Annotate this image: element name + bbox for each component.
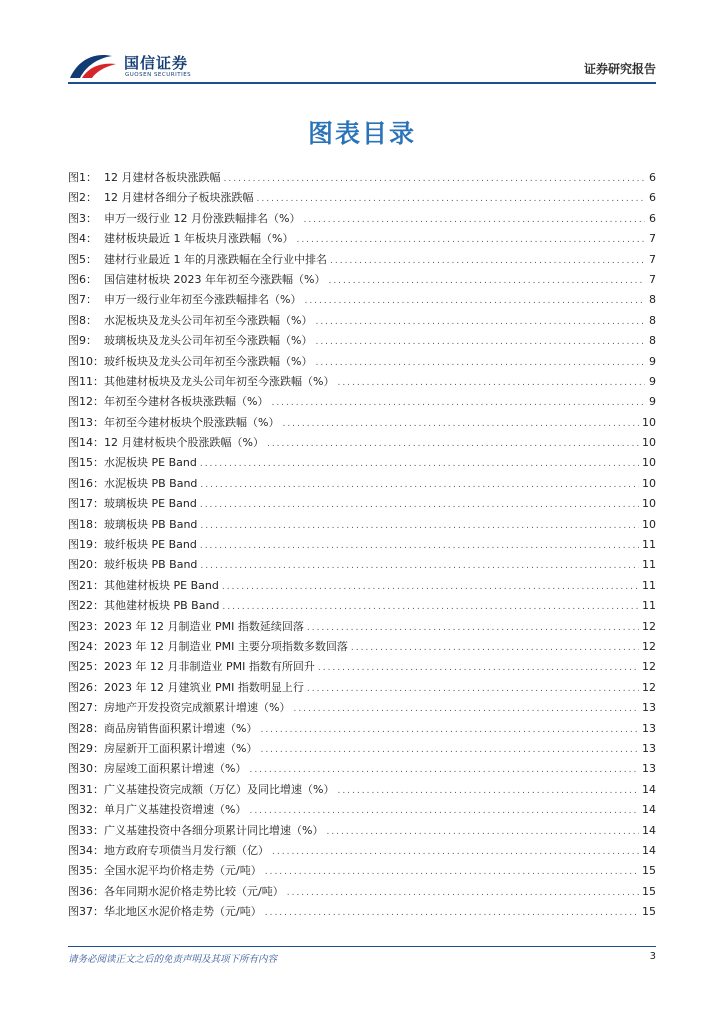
toc-entry-leader-dots bbox=[267, 434, 639, 454]
toc-entry-page: 13 bbox=[642, 762, 656, 776]
toc-entry-title: 广义基建投资中各细分项累计同比增速（%） bbox=[104, 823, 324, 837]
toc-entry-number: 图24： bbox=[68, 639, 104, 653]
toc-entry-title: 建材板块最近 1 年板块月涨跌幅（%） bbox=[104, 232, 294, 246]
toc-entry-leader-dots bbox=[326, 822, 639, 842]
toc-entry[interactable] bbox=[68, 902, 656, 922]
toc-entry-number: 图33： bbox=[68, 823, 104, 837]
toc-entry[interactable] bbox=[68, 596, 656, 616]
toc-entry[interactable] bbox=[68, 657, 656, 677]
toc-entry-page: 15 bbox=[642, 905, 656, 919]
toc-entry-title: 水泥板块 PE Band bbox=[104, 456, 197, 470]
toc-entry-page: 9 bbox=[649, 354, 656, 368]
toc-entry-leader-dots bbox=[271, 393, 645, 413]
toc-entry-title: 全国水泥平均价格走势（元/吨） bbox=[104, 864, 262, 878]
toc-entry-title: 申万一级行业年初至今涨跌幅排名（%） bbox=[104, 293, 302, 307]
toc-entry-page: 10 bbox=[642, 517, 656, 531]
toc-entry-number: 图18： bbox=[68, 517, 104, 531]
toc-entry-title: 年初至今建材板块个股涨跌幅（%） bbox=[104, 415, 280, 429]
toc-entry-title: 申万一级行业 12 月份涨跌幅排名（%） bbox=[104, 211, 301, 225]
toc-entry-leader-dots bbox=[265, 862, 639, 882]
toc-entry-number: 图1： bbox=[68, 171, 97, 184]
toc-entry[interactable] bbox=[68, 168, 656, 188]
toc-entry-page: 8 bbox=[649, 293, 656, 307]
footer-divider bbox=[68, 946, 656, 947]
toc-entry-page: 11 bbox=[642, 538, 656, 552]
toc-entry-page: 10 bbox=[642, 497, 656, 511]
toc-entry-leader-dots bbox=[351, 638, 639, 658]
toc-entry-leader-dots bbox=[200, 516, 639, 536]
toc-entry-page: 14 bbox=[642, 843, 656, 857]
toc-entry[interactable] bbox=[68, 331, 656, 351]
toc-entry[interactable] bbox=[68, 576, 656, 596]
toc-entry-number: 图5： bbox=[68, 252, 97, 266]
toc-entry-page: 15 bbox=[642, 884, 656, 898]
toc-entry-leader-dots bbox=[272, 842, 639, 862]
toc-entry-title: 各年同期水泥价格走势比较（元/吨） bbox=[104, 884, 284, 898]
toc-entry-leader-dots bbox=[249, 801, 639, 821]
toc-entry-number: 图3： bbox=[68, 211, 97, 225]
toc-entry-page: 7 bbox=[649, 252, 656, 266]
toc-entry-leader-dots bbox=[315, 332, 645, 352]
toc-entry-leader-dots bbox=[260, 720, 639, 740]
toc-entry-number: 图8： bbox=[68, 313, 97, 327]
toc-entry-number: 图28： bbox=[68, 721, 104, 735]
toc-entry-leader-dots bbox=[200, 454, 639, 474]
toc-entry-title: 12 月建材各细分子板块涨跌幅 bbox=[104, 191, 254, 205]
toc-entry-number: 图26： bbox=[68, 680, 104, 694]
toc-entry-leader-dots bbox=[260, 740, 639, 760]
toc-entry-leader-dots bbox=[337, 781, 639, 801]
toc-entry-number: 图23： bbox=[68, 619, 104, 633]
toc-entry-number: 图19： bbox=[68, 538, 104, 552]
toc-entry-leader-dots bbox=[307, 618, 639, 638]
toc-entry-title: 房屋竣工面积累计增速（%） bbox=[104, 762, 247, 776]
toc-entry-page: 9 bbox=[649, 374, 656, 388]
toc-entry[interactable] bbox=[68, 188, 656, 208]
toc-entry-number: 图37： bbox=[68, 905, 104, 919]
toc-entry-title: 2023 年 12 月非制造业 PMI 指数有所回升 bbox=[104, 660, 315, 674]
toc-entry-number: 图35： bbox=[68, 864, 104, 878]
toc-entry-title: 年初至今建材各板块涨跌幅（%） bbox=[104, 395, 269, 409]
toc-entry[interactable] bbox=[68, 780, 656, 800]
toc-entry-number: 图6： bbox=[68, 272, 97, 286]
toc-entry-number: 图21： bbox=[68, 578, 104, 592]
toc-entry-leader-dots bbox=[200, 556, 639, 576]
toc-entry-title: 2023 年 12 月建筑业 PMI 指数明显上行 bbox=[104, 680, 304, 694]
toc-entry-page: 7 bbox=[649, 232, 656, 246]
toc-entry[interactable] bbox=[68, 433, 656, 453]
toc-entry[interactable] bbox=[68, 372, 656, 392]
toc-entry[interactable] bbox=[68, 800, 656, 820]
toc-entry-title: 玻璃板块 PE Band bbox=[104, 497, 197, 511]
toc-entry[interactable] bbox=[68, 861, 656, 881]
toc-entry-title: 建材行业最近 1 年的月涨跌幅在全行业中排名 bbox=[104, 252, 327, 266]
toc-entry-leader-dots bbox=[293, 699, 639, 719]
toc-entry[interactable] bbox=[68, 229, 656, 249]
toc-entry-leader-dots bbox=[200, 536, 639, 556]
toc-entry[interactable] bbox=[68, 617, 656, 637]
toc-entry-number: 图25： bbox=[68, 660, 104, 674]
toc-entry-page: 6 bbox=[649, 171, 656, 184]
page-number: 3 bbox=[649, 951, 656, 962]
toc-entry-page: 15 bbox=[642, 864, 656, 878]
toc-entry-page: 14 bbox=[642, 803, 656, 817]
toc-entry-number: 图16： bbox=[68, 476, 104, 490]
figure-toc-list bbox=[68, 168, 656, 922]
toc-entry-page: 6 bbox=[649, 211, 656, 225]
guosen-logo-icon bbox=[68, 50, 120, 82]
toc-entry-page: 12 bbox=[642, 619, 656, 633]
toc-entry-page: 11 bbox=[642, 558, 656, 572]
toc-entry-title: 地方政府专项债当月发行额（亿） bbox=[104, 843, 269, 857]
toc-entry-leader-dots bbox=[249, 760, 639, 780]
toc-entry-number: 图36： bbox=[68, 884, 104, 898]
toc-entry-number: 图22： bbox=[68, 599, 104, 613]
toc-entry-title: 12 月建材板块个股涨跌幅（%） bbox=[104, 436, 264, 450]
header-divider bbox=[68, 82, 656, 84]
toc-entry-title: 国信建材板块 2023 年年初至今涨跌幅（%） bbox=[104, 272, 326, 286]
toc-entry[interactable] bbox=[68, 453, 656, 473]
toc-entry[interactable] bbox=[68, 555, 656, 575]
toc-entry-number: 图29： bbox=[68, 741, 104, 755]
toc-entry-page: 10 bbox=[642, 456, 656, 470]
toc-entry-leader-dots bbox=[315, 312, 645, 332]
toc-entry-number: 图30： bbox=[68, 762, 104, 776]
toc-entry[interactable] bbox=[68, 759, 656, 779]
toc-entry[interactable] bbox=[68, 209, 656, 229]
footer-disclaimer: 请务必阅读正文之后的免责声明及其项下所有内容 bbox=[68, 954, 278, 965]
toc-entry-title: 其他建材板块及龙头公司年初至今涨跌幅（%） bbox=[104, 374, 335, 388]
toc-entry-leader-dots bbox=[328, 271, 645, 291]
toc-entry[interactable] bbox=[68, 719, 656, 739]
toc-entry-title: 其他建材板块 PB Band bbox=[104, 599, 220, 613]
toc-entry-number: 图20： bbox=[68, 558, 104, 572]
toc-entry-title: 玻璃板块及龙头公司年初至今涨跌幅（%） bbox=[104, 334, 313, 348]
toc-entry-title: 2023 年 12 月制造业 PMI 主要分项指数多数回落 bbox=[104, 639, 348, 653]
toc-entry-page: 14 bbox=[642, 823, 656, 837]
toc-entry-leader-dots bbox=[318, 658, 639, 678]
toc-entry-leader-dots bbox=[200, 475, 639, 495]
toc-entry[interactable] bbox=[68, 311, 656, 331]
toc-entry-leader-dots bbox=[257, 189, 646, 209]
toc-entry[interactable] bbox=[68, 841, 656, 861]
toc-entry-title: 水泥板块 PB Band bbox=[104, 476, 198, 490]
toc-entry-leader-dots bbox=[282, 414, 639, 434]
toc-entry-number: 图13： bbox=[68, 415, 104, 429]
toc-entry-number: 图11： bbox=[68, 374, 104, 388]
toc-entry[interactable] bbox=[68, 413, 656, 433]
toc-entry[interactable] bbox=[68, 352, 656, 372]
toc-entry[interactable] bbox=[68, 637, 656, 657]
toc-entry-page: 12 bbox=[642, 660, 656, 674]
toc-entry-leader-dots bbox=[224, 169, 646, 189]
toc-entry-title: 房屋新开工面积累计增速（%） bbox=[104, 741, 258, 755]
toc-entry-page: 12 bbox=[642, 639, 656, 653]
toc-entry-leader-dots bbox=[307, 679, 639, 699]
toc-entry-leader-dots bbox=[265, 903, 639, 923]
toc-entry-page: 8 bbox=[649, 313, 656, 327]
toc-entry-leader-dots bbox=[337, 373, 645, 393]
toc-entry-title: 单月广义基建投资增速（%） bbox=[104, 803, 247, 817]
toc-entry-leader-dots bbox=[222, 577, 639, 597]
page-header bbox=[68, 46, 656, 86]
toc-entry[interactable] bbox=[68, 474, 656, 494]
toc-entry-number: 图27： bbox=[68, 701, 104, 715]
toc-entry-number: 图32： bbox=[68, 803, 104, 817]
toc-entry-leader-dots bbox=[304, 291, 645, 311]
toc-entry-number: 图31： bbox=[68, 782, 104, 796]
toc-entry-page: 10 bbox=[642, 476, 656, 490]
toc-entry-leader-dots bbox=[330, 251, 645, 271]
logo bbox=[68, 50, 208, 84]
toc-entry[interactable] bbox=[68, 821, 656, 841]
toc-entry-title: 房地产开发投资完成额累计增速（%） bbox=[104, 701, 291, 715]
toc-entry-number: 图12： bbox=[68, 395, 104, 409]
toc-entry[interactable] bbox=[68, 515, 656, 535]
toc-entry-number: 图4： bbox=[68, 232, 97, 246]
toc-entry-leader-dots bbox=[303, 210, 645, 230]
toc-entry[interactable] bbox=[68, 698, 656, 718]
toc-entry-title: 2023 年 12 月制造业 PMI 指数延续回落 bbox=[104, 619, 304, 633]
toc-entry-title: 玻纤板块及龙头公司年初至今涨跌幅（%） bbox=[104, 354, 313, 368]
toc-entry-page: 13 bbox=[642, 701, 656, 715]
toc-entry[interactable] bbox=[68, 494, 656, 514]
toc-entry-number: 图9： bbox=[68, 334, 97, 348]
toc-entry[interactable] bbox=[68, 392, 656, 412]
report-type-label: 证券研究报告 bbox=[583, 62, 656, 76]
toc-entry-page: 9 bbox=[649, 395, 656, 409]
toc-entry-title: 玻纤板块 PB Band bbox=[104, 558, 198, 572]
toc-entry[interactable] bbox=[68, 739, 656, 759]
toc-entry-page: 11 bbox=[642, 599, 656, 613]
logo-text-en: GUOSEN SECURITIES bbox=[125, 72, 192, 78]
logo-text-cn: 国信证券 bbox=[124, 54, 189, 72]
toc-entry-number: 图7： bbox=[68, 293, 97, 307]
toc-entry-page: 7 bbox=[649, 272, 656, 286]
toc-entry-title: 华北地区水泥价格走势（元/吨） bbox=[104, 905, 262, 919]
toc-entry-title: 商品房销售面积累计增速（%） bbox=[104, 721, 258, 735]
toc-entry-leader-dots bbox=[200, 495, 639, 515]
toc-entry-page: 10 bbox=[642, 415, 656, 429]
toc-entry-leader-dots bbox=[296, 230, 645, 250]
toc-entry[interactable] bbox=[68, 250, 656, 270]
toc-entry-title: 其他建材板块 PE Band bbox=[104, 578, 219, 592]
toc-entry-title: 广义基建投资完成额（万亿）及同比增速（%） bbox=[104, 782, 335, 796]
page-title: 图表目录 bbox=[307, 119, 416, 148]
toc-entry[interactable] bbox=[68, 882, 656, 902]
toc-entry-page: 12 bbox=[642, 680, 656, 694]
toc-entry-number: 图17： bbox=[68, 497, 104, 511]
toc-entry-page: 6 bbox=[649, 191, 656, 205]
toc-entry-page: 13 bbox=[642, 741, 656, 755]
toc-entry-number: 图2： bbox=[68, 191, 97, 205]
toc-entry-leader-dots bbox=[287, 883, 639, 903]
toc-entry[interactable] bbox=[68, 535, 656, 555]
toc-entry-number: 图15： bbox=[68, 456, 104, 470]
toc-entry[interactable] bbox=[68, 270, 656, 290]
toc-entry-page: 10 bbox=[642, 436, 656, 450]
toc-entry-page: 14 bbox=[642, 782, 656, 796]
toc-entry-title: 水泥板块及龙头公司年初至今涨跌幅（%） bbox=[104, 313, 313, 327]
toc-entry-title: 玻纤板块 PE Band bbox=[104, 538, 197, 552]
toc-entry-number: 图10： bbox=[68, 354, 104, 368]
toc-entry[interactable] bbox=[68, 290, 656, 310]
toc-entry-title: 12 月建材各板块涨跌幅 bbox=[104, 171, 221, 184]
toc-entry-number: 图34： bbox=[68, 843, 104, 857]
toc-entry-leader-dots bbox=[315, 353, 645, 373]
toc-entry-title: 玻璃板块 PB Band bbox=[104, 517, 198, 531]
toc-entry-number: 图14： bbox=[68, 436, 104, 450]
toc-entry-page: 8 bbox=[649, 334, 656, 348]
toc-entry-page: 11 bbox=[642, 578, 656, 592]
toc-entry-page: 13 bbox=[642, 721, 656, 735]
toc-entry[interactable] bbox=[68, 678, 656, 698]
toc-entry-leader-dots bbox=[222, 597, 639, 617]
